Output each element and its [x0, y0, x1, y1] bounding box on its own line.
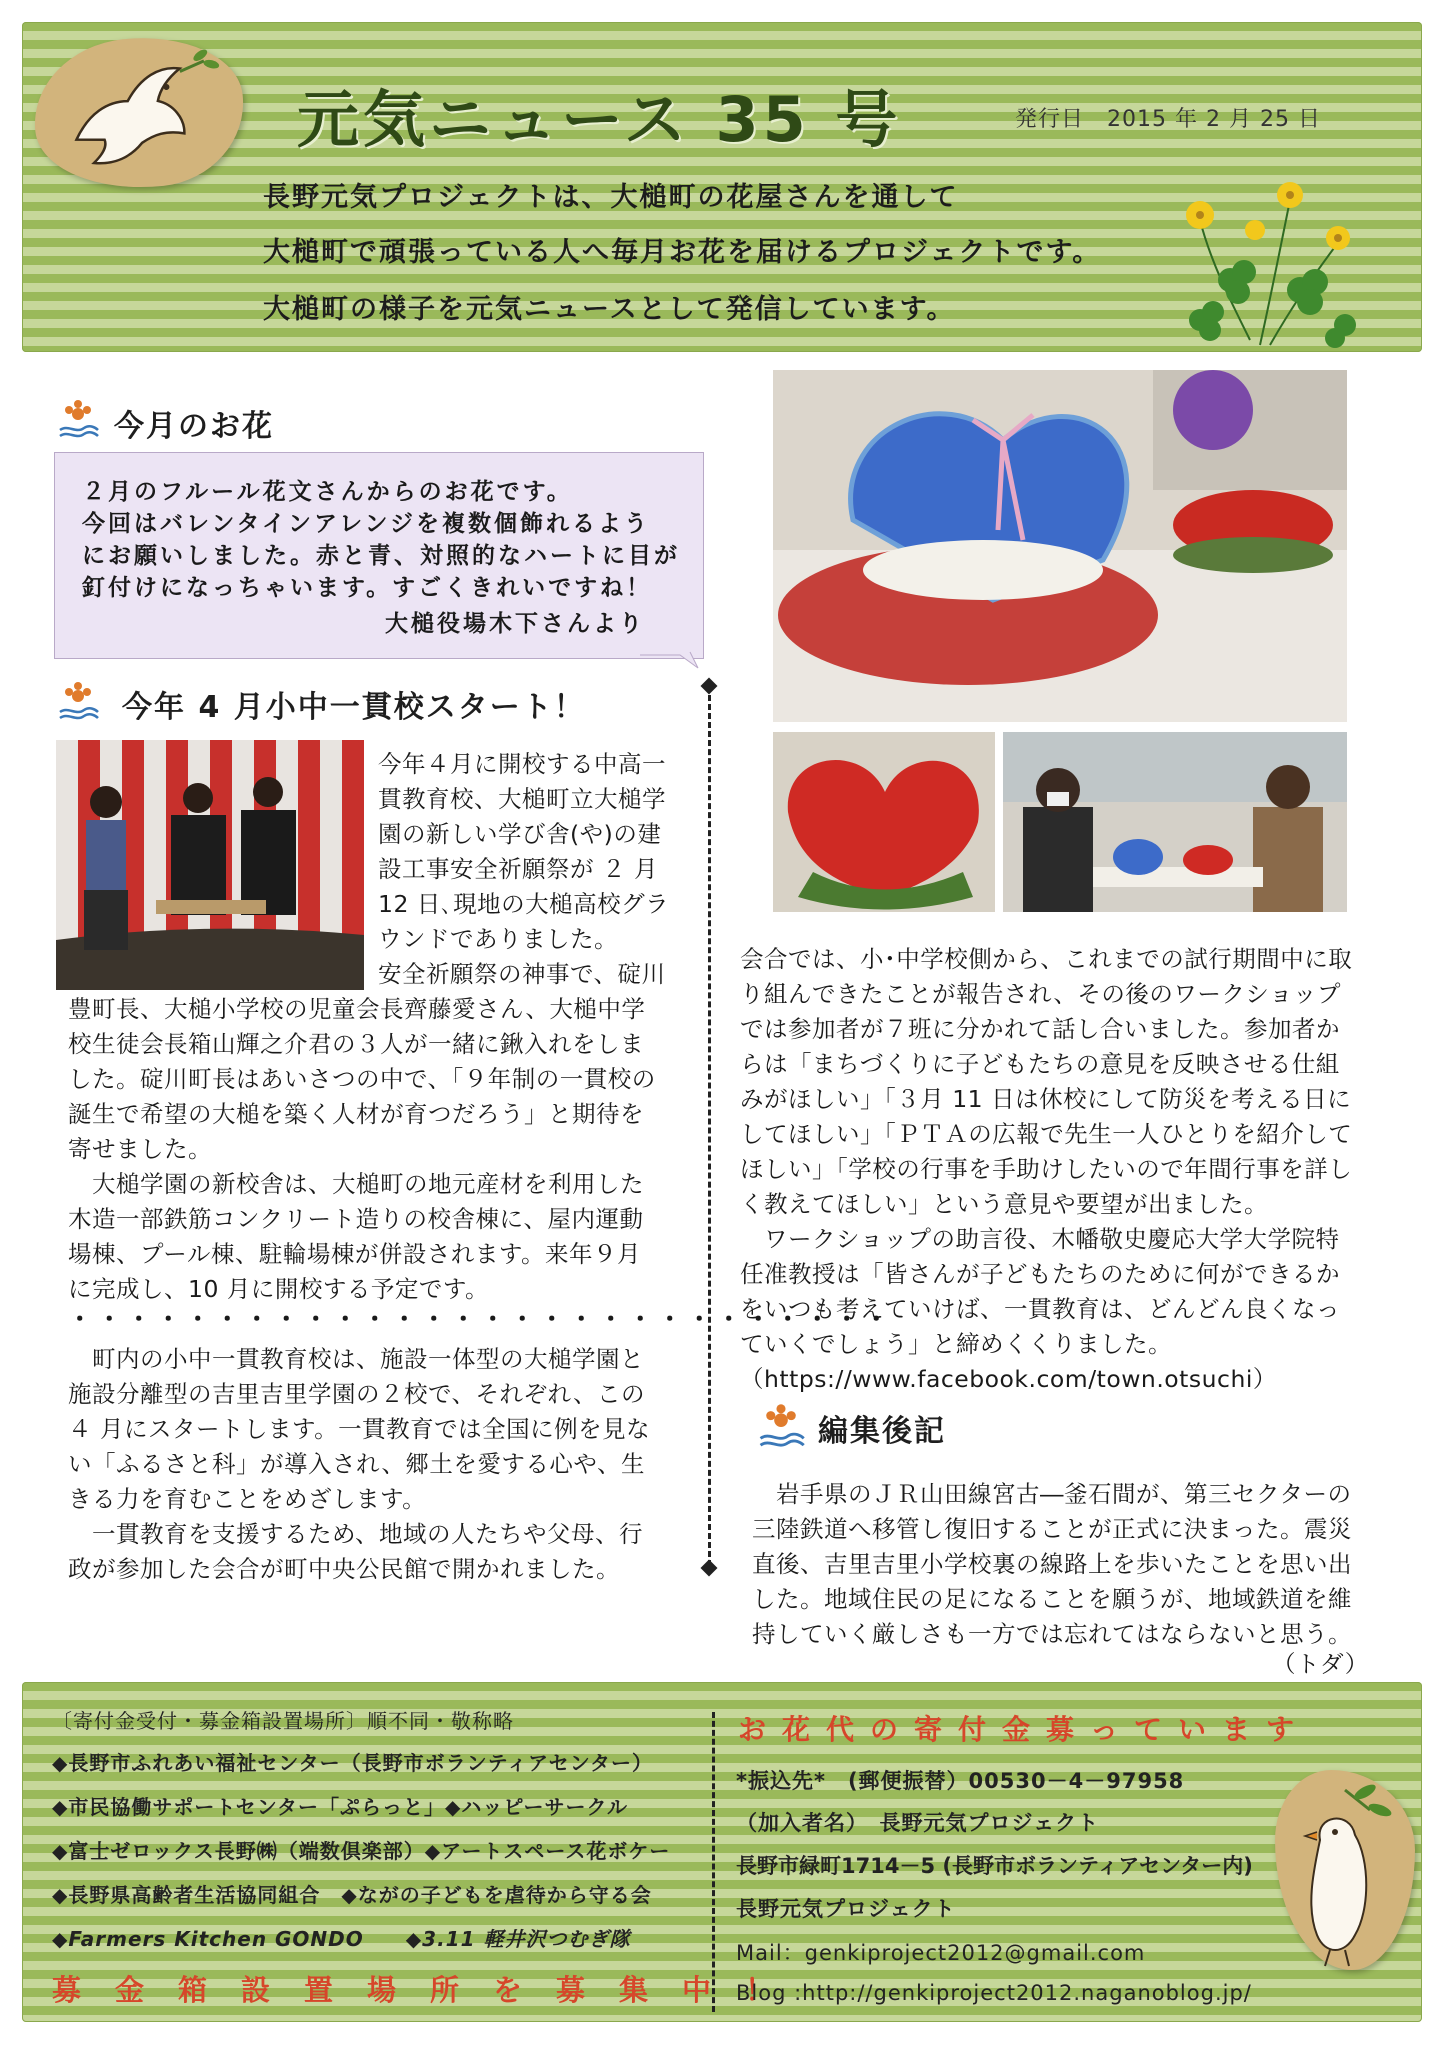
address-line: 長野市緑町1714－5 (長野市ボランティアセンター内): [736, 1854, 1253, 1878]
column-divider: [708, 686, 711, 1566]
flower-message-line-3: にお願いしました。赤と青、対照的なハートに目が: [82, 543, 680, 569]
account-holder: （加入者名） 長野元気プロジェクト: [736, 1811, 1100, 1835]
bird-illustration: [1275, 1770, 1415, 1970]
school-text-line: 設工事安全祈願祭が ２ 月: [378, 855, 658, 883]
school-text-line: した。碇川町長はあいさつの中で、「９年制の一貫校の: [68, 1065, 656, 1093]
donation-places-heading: 〔寄付金受付・募金箱設置場所〕順不同・敬称略: [52, 1709, 514, 1733]
donation-place-item: ◆Farmers Kitchen GONDO ◆3.11 軽井沢つむぎ隊: [52, 1927, 631, 1951]
flower-mark-icon: [56, 680, 100, 724]
donation-place-item: ◆長野県高齢者生活協同組合 ◆ながの子どもを虐待から守る会: [52, 1883, 652, 1907]
intro-line-2: 大槌町で頑張っている人へ毎月お花を届けるプロジェクトです。: [263, 237, 1102, 268]
school-text-line: い「ふるさと科」が導入され、郷土を愛する心や、生: [68, 1450, 645, 1478]
recruit-banner: 募金箱設置場所を募集中！: [52, 1973, 809, 2007]
dove-icon: [27, 27, 252, 198]
editor-text-line: 持していく厳しさも一方では忘れてはならないと思う。: [752, 1620, 1352, 1648]
school-text-line: 12 日､現地の大槌高校グラ: [378, 890, 670, 918]
school-text-line: 場棟、プール棟、駐輪場棟が併設されます。来年９月: [68, 1240, 641, 1268]
meeting-text-line: 会合では、小･中学校側から、これまでの試行期間中に取: [740, 945, 1353, 973]
divider-diamond-bottom: [701, 1560, 718, 1577]
meeting-text-line: してほしい」「ＰＴＡの広報で先生一人ひとりを紹介して: [740, 1120, 1353, 1148]
school-section-heading: 今年 4 月小中一貫校スタート！: [122, 690, 586, 725]
page-title: 元気ニュース 35 号: [297, 83, 902, 156]
meeting-text-line: 任准教授は「皆さんが子どもたちのために何ができるか: [740, 1260, 1340, 1288]
meeting-text-line: ていくでしょう」と締めくくりました。: [740, 1330, 1172, 1358]
donation-place-item: ◆富士ゼロックス長野㈱（端数倶楽部）◆アートスペース花ボケー: [52, 1839, 671, 1863]
school-text-line: ４ 月にスタートします。一貫教育では全国に例を見な: [68, 1415, 651, 1443]
meeting-text-line: り組んできたことが報告され、その後のワークショップ: [740, 980, 1341, 1008]
school-text-line: 大槌学園の新校舎は、大槌町の地元産材を利用した: [68, 1170, 644, 1198]
organization-name: 長野元気プロジェクト: [736, 1897, 956, 1921]
speech-tail: [640, 630, 700, 670]
school-text-line: 政が参加した会合が町中央公民館で開かれました。: [68, 1555, 620, 1583]
school-text-line: ウンドでありました。: [378, 925, 618, 953]
groundbreaking-photo: [56, 740, 364, 990]
school-text-line: 園の新しい学び舎(や)の建: [378, 820, 662, 848]
divider-diamond-top: [701, 678, 718, 695]
editor-text-line: 三陸鉄道へ移管し復旧することが正式に決まった。震災: [752, 1515, 1352, 1543]
school-text-line: 今年４月に開校する中高一: [378, 750, 666, 778]
flower-mark-icon: [56, 398, 100, 442]
school-text-line: 誕生で希望の大槌を築く人材が育つだろう」と期待を: [68, 1100, 644, 1128]
meeting-text-line: では参加者が７班に分かれて話し合いました。参加者か: [740, 1015, 1340, 1043]
bird-icon: [1275, 1770, 1415, 1970]
meeting-text-line: ワークショップの助言役、木幡敬史慶応大学大学院特: [740, 1225, 1340, 1253]
flower-message-line-2: 今回はバレンタインアレンジを複数個飾れるよう: [82, 511, 650, 537]
heart-arrangement-photo: [773, 370, 1347, 722]
school-text-line: 一貫教育を支援するため、地域の人たちや父母、行: [68, 1520, 644, 1548]
donation-heading: お花代の寄付金募っています: [738, 1713, 1311, 1746]
editor-text-line: 岩手県のＪＲ山田線宮古―釜石間が、第三セクターの: [752, 1480, 1352, 1508]
transfer-account: *振込先* (郵便振替）00530－4－97958: [736, 1769, 1185, 1793]
school-text-line: 豊町長、大槌小学校の児童会長齊藤愛さん、大槌中学: [68, 995, 646, 1023]
donation-place-item: ◆長野市ふれあい福祉センター（長野市ボランティアセンター）: [52, 1751, 653, 1775]
meeting-text-line: らは「まちづくりに子どもたちの意見を反映させる仕組: [740, 1050, 1340, 1078]
issue-date: 発行日 2015 年 2 月 25 日: [1015, 107, 1321, 132]
clover-flowers-icon: [1140, 160, 1370, 350]
school-text-line: に完成し、10 月に開校する予定です。: [68, 1275, 489, 1303]
intro-line-1: 長野元気プロジェクトは、大槌町の花屋さんを通して: [263, 182, 959, 213]
meeting-text-line: ほしい」「学校の行事を手助けしたいので年間行事を詳し: [740, 1155, 1353, 1183]
editor-section-heading: 編集後記: [818, 1414, 946, 1449]
email-link[interactable]: Mail：genkiproject2012@gmail.com: [736, 1941, 1146, 1965]
facebook-link[interactable]: （https://www.facebook.com/town.otsuchi）: [740, 1365, 1277, 1393]
school-text-line: 寄せました。: [68, 1135, 212, 1163]
meeting-text-line: く教えてほしい」という意見や要望が出ました。: [740, 1190, 1268, 1218]
two-women-photo: [1003, 732, 1347, 912]
flower-message-line-4: 釘付けになっちゃいます。すごくきれいですね！: [82, 575, 653, 601]
meeting-text-line: をいつも考えていけば、一貫教育は、どんどん良くなっ: [740, 1295, 1340, 1323]
footer-divider: [712, 1712, 715, 2012]
flower-message-line-1: ２月のフルール花文さんからのお花です。: [82, 479, 573, 505]
school-text-line: 安全祈願祭の神事で、碇川: [378, 960, 666, 988]
school-text-line: 貫教育校、大槌町立大槌学: [378, 785, 666, 813]
editor-text-line: 直後、吉里吉里小学校裏の線路上を歩いたことを思い出: [752, 1550, 1352, 1578]
blog-link[interactable]: Blog :http://genkiproject2012.naganoblog.jp/: [736, 1981, 1252, 2005]
dove-logo: [27, 27, 252, 198]
meeting-text-line: みがほしい」「３月 11 日は休校にして防災を考える日に: [740, 1085, 1352, 1113]
school-text-line: きる力を育むことをめざします。: [68, 1485, 427, 1513]
editor-signature: （トダ）: [1272, 1650, 1369, 1678]
donation-place-item: ◆市民協働サポートセンター「ぷらっと」◆ハッピーサークル: [52, 1795, 628, 1819]
school-text-line: 町内の小中一貫教育校は、施設一体型の大槌学園と: [68, 1345, 644, 1373]
dotted-separator: ・・・・・・・・・・・・・・・・・・・・・・・・・・・・: [68, 1305, 894, 1333]
flower-section-heading: 今月のお花: [114, 409, 274, 444]
red-heart-photo: [773, 732, 995, 912]
flower-mark-icon: [756, 1402, 806, 1452]
school-text-line: 施設分離型の吉里吉里学園の２校で、それぞれ、この: [68, 1380, 645, 1408]
intro-line-3: 大槌町の様子を元気ニュースとして発信しています。: [263, 294, 956, 325]
flower-message-signature: 大槌役場木下さんより: [385, 611, 645, 637]
editor-text-line: した。地域住民の足になることを願うが、地域鉄道を維: [752, 1585, 1352, 1613]
school-text-line: 木造一部鉄筋コンクリート造りの校舎棟に、屋内運動: [68, 1205, 644, 1233]
school-text-line: 校生徒会長箱山輝之介君の３人が一緒に鍬入れをしま: [68, 1030, 644, 1058]
